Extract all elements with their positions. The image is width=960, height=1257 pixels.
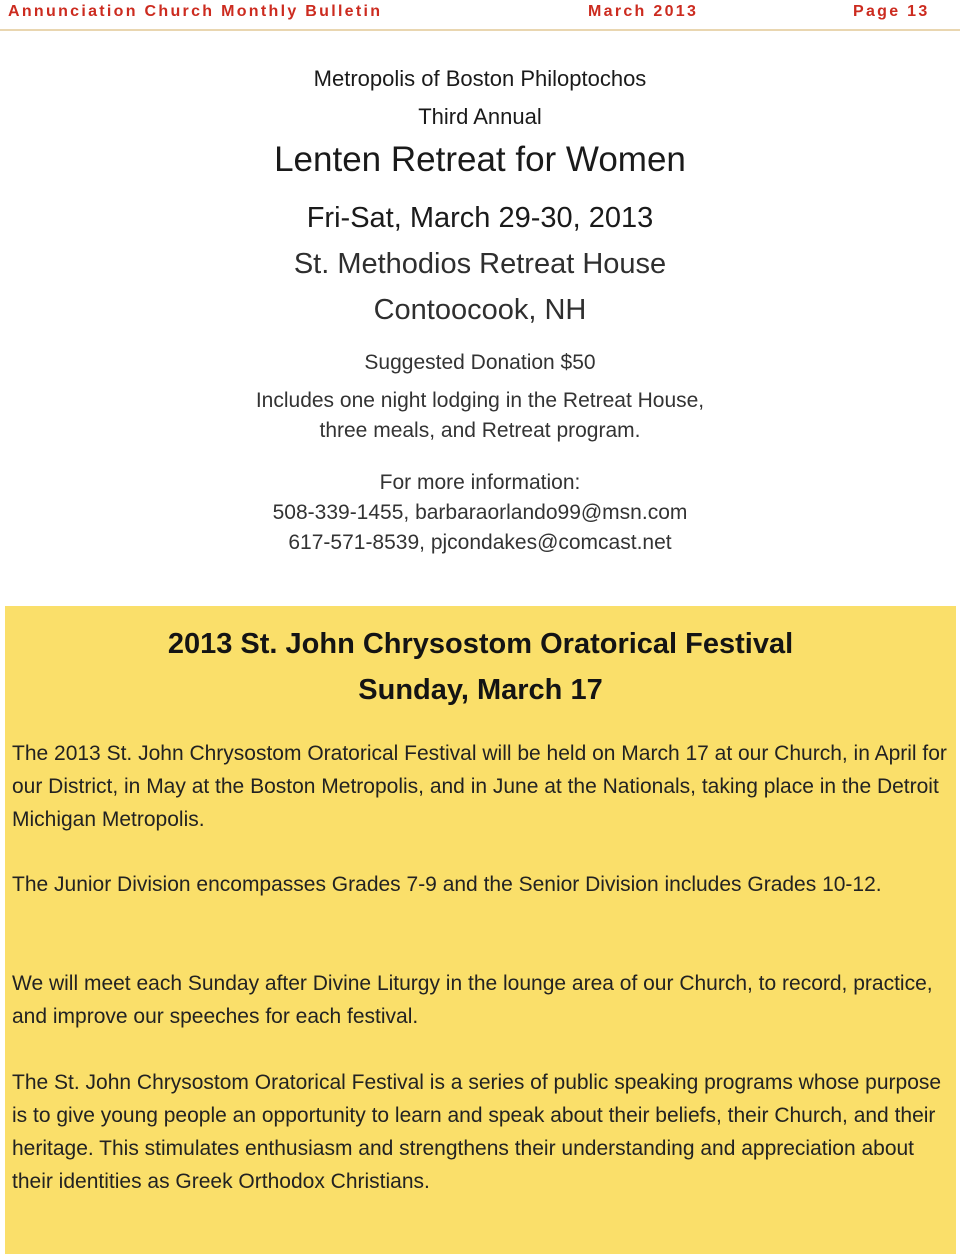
festival-date: Sunday, March 17	[358, 674, 603, 706]
retreat-place: St. Methodios Retreat House	[293, 248, 667, 280]
retreat-includes-line1: Includes one night lodging in the Retreat House,	[255, 389, 705, 412]
retreat-contact-1: 508-339-1455, barbaraorlando99@msn.com	[272, 501, 688, 524]
retreat-info-label: For more information:	[379, 471, 581, 494]
festival-paragraph-1: The 2013 St. John Chrysostom Oratorical Festival will be held on March 17 at our Church, in April for our District, in May at the Boston Metropolis, and in June at the Nationals, taking place in the Detroit Michigan Metropolis.	[12, 742, 947, 831]
page-number: Page 13	[853, 3, 930, 20]
retreat-town: Contoocook, NH	[373, 294, 587, 326]
bulletin-title: Annunciation Church Monthly Bulletin	[8, 3, 383, 20]
retreat-dates: Fri-Sat, March 29-30, 2013	[306, 202, 654, 234]
header-divider	[0, 29, 960, 31]
festival-paragraph-2: The Junior Division encompasses Grades 7-9 and the Senior Division includes Grades 10-12.	[12, 873, 882, 896]
festival-title: 2013 St. John Chrysostom Oratorical Festival	[167, 628, 794, 660]
page-header	[0, 0, 960, 30]
retreat-organization: Metropolis of Boston Philoptochos	[313, 66, 647, 91]
retreat-donation: Suggested Donation $50	[364, 351, 596, 374]
retreat-announcement	[0, 62, 960, 558]
retreat-contact-2: 617-571-8539, pjcondakes@comcast.net	[288, 531, 672, 554]
retreat-title: Lenten Retreat for Women	[274, 140, 686, 179]
festival-paragraph-3: We will meet each Sunday after Divine Liturgy in the lounge area of our Church, to record, practice, and improve our speeches for each festival.	[12, 972, 933, 1028]
oratorical-festival-box	[5, 606, 956, 1254]
retreat-includes-line2: three meals, and Retreat program.	[319, 419, 641, 442]
festival-paragraph-4: The St. John Chrysostom Oratorical Festival is a series of public speaking programs whose purpose is to give young people an opportunity to learn and speak about their beliefs, their Church, and their heritage. This stimulates enthusiasm and strengthens their understanding and appreciation about their identities as Greek Orthodox Christians.	[12, 1071, 942, 1193]
bulletin-date: March 2013	[588, 3, 699, 20]
retreat-annual: Third Annual	[418, 104, 542, 129]
